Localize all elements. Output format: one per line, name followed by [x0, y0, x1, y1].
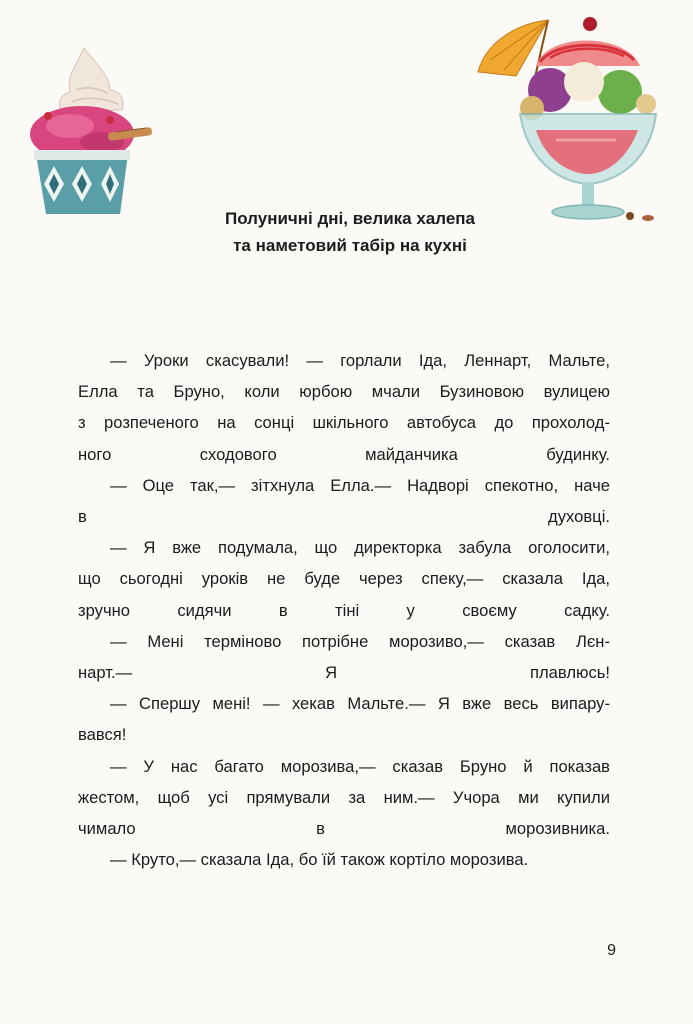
- chapter-title-line: Полуничні дні, велика халепа: [224, 209, 476, 228]
- text-line: з розпеченого на сонці шкільного автобуса до прохолод-: [78, 413, 610, 433]
- body-text: [78, 345, 610, 875]
- text-line: — Оце так,— зітхнула Елла.— Надворі спекотно, наче: [110, 475, 610, 495]
- text-line: жестом, щоб усі прямували за ним.— Учора ми купили: [78, 787, 610, 807]
- text-line: — Мені терміново потрібне морозиво,— сказав Лєн-: [110, 631, 610, 651]
- text-line: чимало в морозивника.: [78, 819, 610, 839]
- text-line: — Я вже подумала, що директорка забула оголосити,: [110, 538, 610, 558]
- ice-cream-sundae-illustration: [476, 12, 672, 224]
- text-line: — У нас багато морозива,— сказав Бруно й показав: [110, 756, 610, 776]
- text-line: — Спершу мені! — хекав Мальте.— Я вже весь випару-: [110, 694, 610, 714]
- paragraph: [78, 345, 610, 470]
- text-line: що сьогодні уроків не буде через спеку,— сказала Іда,: [78, 569, 610, 589]
- text-line: ного сходового майданчика будинку.: [78, 444, 610, 464]
- chapter-title: [150, 205, 550, 259]
- text-line: нарт.— Я плавлюсь!: [78, 663, 610, 683]
- text-line: вався!: [78, 725, 127, 745]
- text-line: Елла та Бруно, коли юрбою мчали Бузиновою вулицею: [78, 382, 610, 402]
- chapter-title-line: та наметовий табір на кухні: [233, 236, 467, 255]
- paragraph: [78, 844, 610, 875]
- text-line: — Уроки скасували! — горлали Іда, Леннарт, Мальте,: [110, 351, 610, 370]
- paragraph: [78, 470, 610, 532]
- text-line: зручно сидячи в тіні у своєму садку.: [78, 600, 610, 620]
- page-number: 9: [607, 942, 616, 959]
- paragraph: [78, 532, 610, 626]
- text-line: — Круто,— сказала Іда, бо їй також кортіло морозива.: [110, 850, 529, 870]
- text-line: в духовці.: [78, 507, 610, 527]
- paragraph: [78, 626, 610, 688]
- paragraph: [78, 688, 610, 750]
- ice-cream-cup-illustration: [26, 46, 156, 220]
- paragraph: [78, 751, 610, 845]
